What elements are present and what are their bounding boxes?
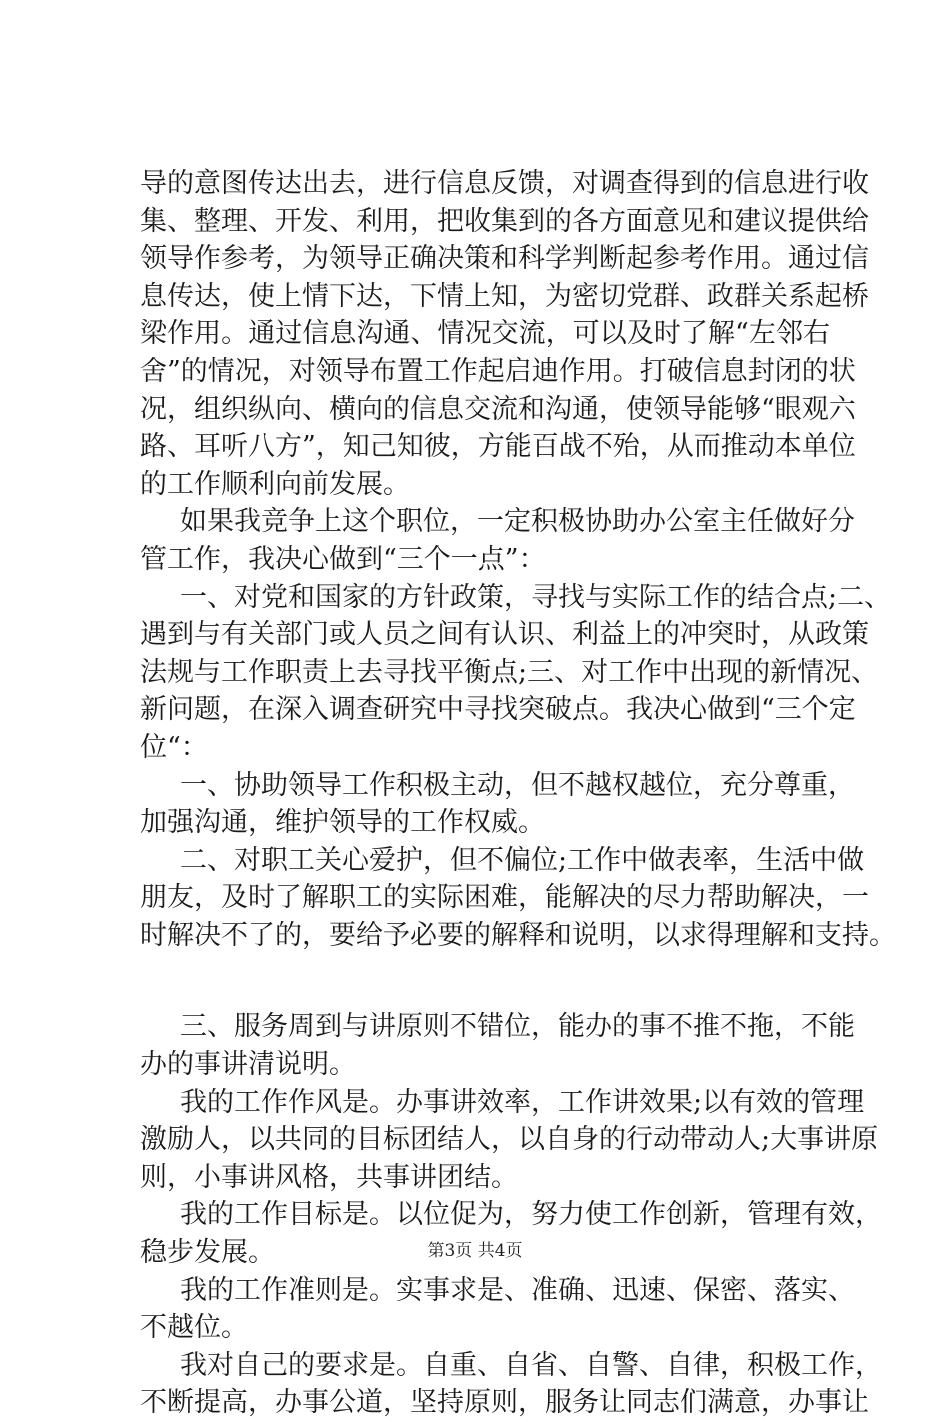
blank-line [140, 954, 830, 1008]
text-line: 三、服务周到与讲原则不错位，能办的事不推不拖，不能 [180, 1011, 855, 1043]
text-line: 法规与工作职责上去寻找平衡点;三、对工作中出现的新情况、 [140, 656, 879, 688]
text-line: 不断提高，办事公道，坚持原则，服务让同志们满意，办事让 [140, 1387, 869, 1419]
text-line: 新问题，在深入调查研究中寻找突破点。我决心做到“三个定 [140, 694, 856, 726]
text-line: 则，小事讲风格，共事讲团结。 [140, 1161, 518, 1193]
text-line: 一、协助领导工作积极主动，但不越权越位，充分尊重， [180, 769, 855, 801]
body-text [140, 165, 896, 1422]
text-line: 时解决不了的，要给予必要的解释和说明，以求得理解和支持。 [140, 919, 896, 951]
text-line: 我的工作准则是。实事求是、准确、迅速、保密、落实、 [180, 1274, 855, 1306]
text-line: 况，组织纵向、横向的信息交流和沟通，使领导能够“眼观六 [140, 393, 856, 425]
text-line: 不越位。 [140, 1312, 248, 1344]
text-line: 导的意图传达出去，进行信息反馈，对调查得到的信息进行收 [140, 168, 869, 199]
text-line: 领导作参考，为领导正确决策和科学判断起参考作用。通过信 [140, 243, 869, 275]
text-line: 稳步发展。 [140, 1237, 275, 1269]
text-line: 如果我竞争上这个职位，一定积极协助办公室主任做好分 [180, 506, 855, 538]
text-line: 遇到与有关部门或人员之间有认识、利益上的冲突时，从政策 [140, 619, 869, 651]
text-line: 我的工作作风是。办事讲效率，工作讲效果;以有效的管理 [180, 1086, 865, 1118]
text-line: 管工作，我决心做到“三个一点”： [140, 543, 546, 575]
text-line: 梁作用。通过信息沟通、情况交流，可以及时了解“左邻右 [140, 318, 830, 350]
text-line: 舍”的情况，对领导布置工作起启迪作用。打破信息封闭的状 [140, 355, 856, 387]
page-footer [0, 1236, 950, 1261]
text-line: 位“： [140, 731, 208, 763]
text-line: 朋友，及时了解职工的实际困难，能解决的尽力帮助解决，一 [140, 882, 869, 914]
text-line: 路、耳听八方”，知己知彼，方能百战不殆，从而推动本单位 [140, 431, 856, 463]
text-line: 加强沟通，维护领导的工作权威。 [140, 807, 545, 839]
text-line: 二、对职工关心爱护，但不偏位;工作中做表率，生活中做 [180, 844, 865, 876]
text-line: 我的工作目标是。以位促为，努力使工作创新，管理有效， [180, 1199, 882, 1231]
text-line: 我对自己的要求是。自重、自省、自警、自律，积极工作， [180, 1349, 882, 1381]
text-line: 办的事讲清说明。 [140, 1049, 356, 1081]
text-line: 激励人，以共同的目标团结人，以自身的行动带动人;大事讲原 [140, 1124, 879, 1156]
page-number: 第3页 共4页 [427, 1241, 523, 1261]
text-line: 息传达，使上情下达，下情上知，为密切党群、政群关系起桥 [140, 280, 869, 312]
text-line: 集、整理、开发、利用，把收集到的各方面意见和建议提供给 [140, 205, 869, 237]
text-line: 一、对党和国家的方针政策，寻找与实际工作的结合点;二、 [180, 581, 892, 613]
text-line: 的工作顺利向前发展。 [140, 468, 410, 500]
